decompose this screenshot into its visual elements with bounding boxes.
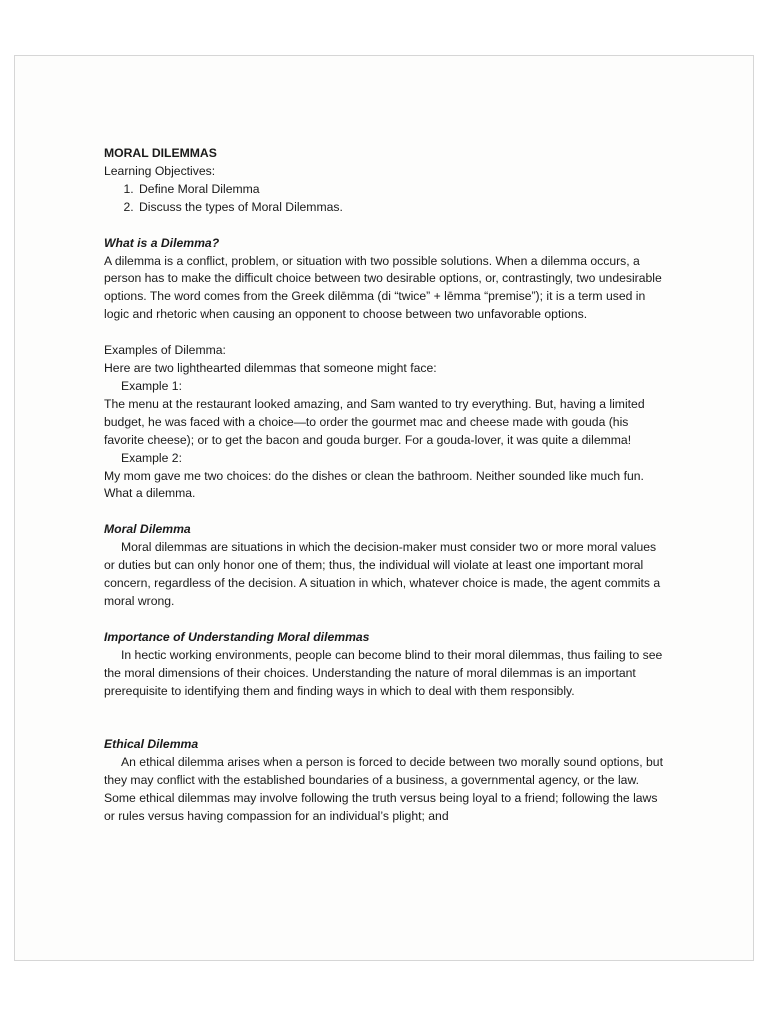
objectives-list: [104, 181, 664, 217]
example-1-label: Example 1:: [121, 378, 182, 393]
example-1-text: The menu at the restaurant looked amazing, and Sam wanted to try everything. But, having a limited budget, he was faced with a choice—to order the gourmet mac and cheese made with gouda (his favorite cheese); or to get the bacon and gouda burger. For a gouda-lover, it was quite a dilemma!: [104, 396, 645, 447]
document-title: MORAL DILEMMAS: [104, 146, 217, 160]
document-page: [14, 55, 754, 961]
section-heading-ethical-dilemma: Ethical Dilemma: [104, 737, 199, 752]
examples-label: Examples of Dilemma:: [104, 343, 226, 358]
section-body-ethical-dilemma: An ethical dilemma arises when a person is forced to decide between two morally sound options, but they may conflict with the established boundaries of a business, a governmental agency, or the law. Some ethical dilemmas may involve following the truth versus being loyal to a friend; following the laws or rules versus having compassion for an individual’s plight; and: [104, 755, 663, 824]
section-heading-moral-dilemma: Moral Dilemma: [104, 522, 191, 537]
objective-item: 2. Discuss the types of Moral Dilemmas.: [137, 199, 664, 217]
document-content: [104, 145, 664, 826]
section-body-moral-dilemma: Moral dilemmas are situations in which the decision-maker must consider two or more moral values or duties but can only honor one of them; thus, the individual will violate at least one important moral concern, regardless of the decision. A situation in which, whatever choice is made, the agent commits a moral wrong.: [104, 540, 661, 608]
example-2-label: Example 2:: [121, 450, 182, 465]
section-heading-what-is-dilemma: What is a Dilemma?: [104, 235, 220, 250]
objectives-label: Learning Objectives:: [104, 163, 216, 178]
examples-intro: Here are two lighthearted dilemmas that someone might face:: [104, 361, 437, 376]
section-body-what-is-dilemma: A dilemma is a conflict, problem, or situation with two possible solutions. When a dilemma occurs, a person has to make the difficult choice between two desirable options, or, contrastingly, two undesirable options. The word comes from the Greek dilēmma (di “twice” + lēmma “premise”); it is a term used in logic and rhetoric when causing an opponent to choose between two unfavorable options.: [104, 253, 662, 322]
section-body-importance: In hectic working environments, people can become blind to their moral dilemmas, thus failing to see the moral dimensions of their choices. Understanding the nature of moral dilemmas is an important prerequisite to identifying them and finding ways in which to deal with them responsibly.: [104, 647, 663, 698]
section-heading-importance: Importance of Understanding Moral dilemmas: [104, 629, 370, 644]
objective-item: 1. Define Moral Dilemma: [137, 181, 664, 199]
example-2-text: My mom gave me two choices: do the dishes or clean the bathroom. Neither sounded like much fun. What a dilemma.: [104, 468, 644, 501]
